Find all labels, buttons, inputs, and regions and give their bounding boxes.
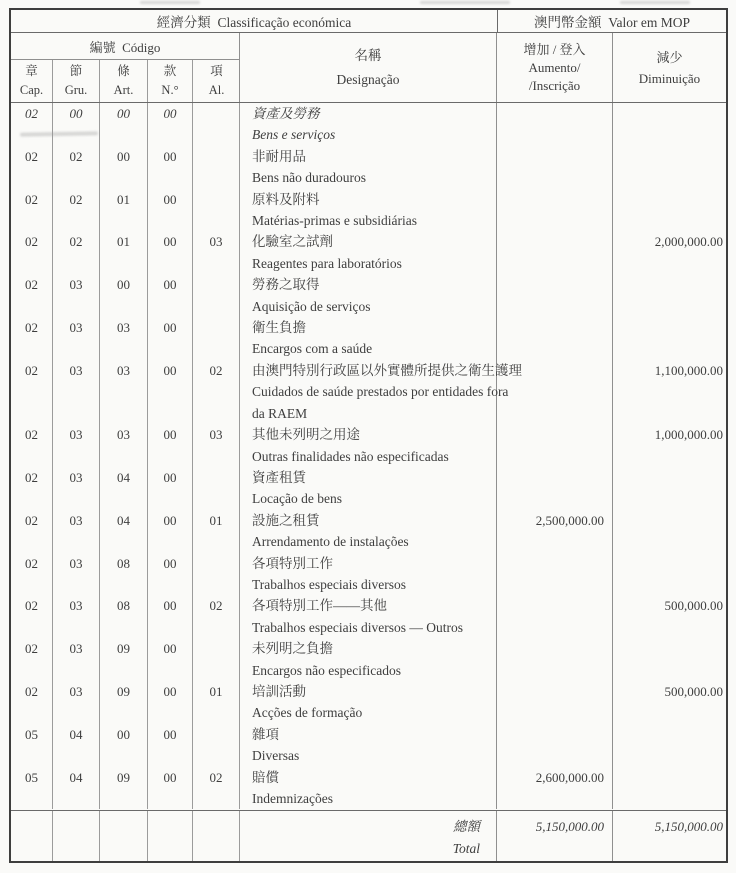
cell-gru: 02 xyxy=(53,231,100,274)
cell-n: 00 xyxy=(148,767,193,810)
designation-pt: Diversas xyxy=(252,748,300,764)
designation-pt: Cuidados de saúde prestados por entidades fora xyxy=(252,384,509,400)
designation-zh: 資產租賃 xyxy=(252,469,306,485)
cell-art: 04 xyxy=(100,510,148,553)
cell-designation xyxy=(240,274,497,317)
cell-al xyxy=(193,189,240,232)
header-col-gru-pt: Gru. xyxy=(64,83,88,97)
cell-art: 00 xyxy=(100,146,148,189)
table-row xyxy=(11,103,726,146)
cell-designation xyxy=(240,638,497,681)
designation-zh: 各項特別工作 xyxy=(252,555,333,571)
cell-art: 00 xyxy=(100,103,148,146)
header-code-group xyxy=(11,33,240,102)
cell-aumento xyxy=(497,317,613,360)
cell-diminuicao xyxy=(613,103,726,146)
cell-al xyxy=(193,724,240,767)
cell-diminuicao xyxy=(613,317,726,360)
cell-al: 03 xyxy=(193,424,240,467)
header-designation xyxy=(240,33,497,102)
cell-gru: 03 xyxy=(53,638,100,681)
designation-pt: Outras finalidades não especificadas xyxy=(252,448,449,464)
total-cap xyxy=(11,811,53,861)
cell-art: 04 xyxy=(100,467,148,510)
cell-cap: 02 xyxy=(11,103,53,146)
designation-zh: 各項特別工作——其他 xyxy=(252,598,387,614)
designation-zh: 未列明之負擔 xyxy=(252,641,333,657)
cell-al: 01 xyxy=(193,681,240,724)
cell-n: 00 xyxy=(148,231,193,274)
designation-pt: Bens não duradouros xyxy=(252,170,366,186)
cell-designation xyxy=(240,724,497,767)
cell-art: 09 xyxy=(100,638,148,681)
total-row xyxy=(11,810,726,861)
cell-cap: 02 xyxy=(11,317,53,360)
header-value-mop: 澳門幣金額 Valor em MOP xyxy=(497,10,726,32)
header-increase-pt2: /Inscrição xyxy=(528,77,581,93)
cell-gru: 03 xyxy=(53,510,100,553)
designation-pt: Aquisição de serviços xyxy=(252,298,371,314)
cell-al xyxy=(193,103,240,146)
cell-diminuicao: 500,000.00 xyxy=(664,683,723,699)
cell-aumento xyxy=(497,595,613,638)
cell-cap: 02 xyxy=(11,553,53,596)
cell-designation xyxy=(240,595,497,638)
total-label xyxy=(240,811,497,861)
cell-cap: 02 xyxy=(11,467,53,510)
cell-aumento: 2,500,000.00 xyxy=(497,510,613,553)
header-col-gru-zh: 節 xyxy=(69,64,83,78)
cell-designation xyxy=(240,317,497,360)
cell-al: 02 xyxy=(193,360,240,424)
cell-aumento xyxy=(497,274,613,317)
header-col-art-pt: Art. xyxy=(113,83,134,97)
header-decrease-pt: Diminuição xyxy=(638,70,701,86)
cell-cap: 02 xyxy=(11,231,53,274)
header-codigo: 編號 Código xyxy=(11,33,239,60)
designation-pt: Bens e serviços xyxy=(252,127,336,143)
header-designation-pt: Designação xyxy=(336,71,400,87)
cell-diminuicao xyxy=(613,274,726,317)
designation-zh: 雜項 xyxy=(252,726,279,742)
header-col-cap-zh: 章 xyxy=(25,64,38,78)
cell-n: 00 xyxy=(148,103,193,146)
designation-zh: 勞務之取得 xyxy=(252,277,320,293)
table-row xyxy=(11,274,726,317)
cell-designation xyxy=(240,146,497,189)
cell-al xyxy=(193,553,240,596)
cell-gru: 03 xyxy=(53,553,100,596)
cell-diminuicao xyxy=(613,146,726,189)
cell-diminuicao xyxy=(613,467,726,510)
designation-pt: Indemnizações xyxy=(252,791,333,806)
designation-pt: Trabalhos especiais diversos — Outros xyxy=(252,619,463,635)
cell-art: 09 xyxy=(100,767,148,810)
cell-designation xyxy=(240,189,497,232)
cell-al: 01 xyxy=(193,510,240,553)
cell-n: 00 xyxy=(148,274,193,317)
cell-designation xyxy=(240,467,497,510)
header-col-cap-pt: Cap. xyxy=(19,83,44,97)
header-col-gru xyxy=(53,60,100,102)
header-col-n-zh: 款 xyxy=(163,64,177,78)
cell-diminuicao xyxy=(613,510,726,553)
designation-zh: 衛生負擔 xyxy=(252,320,306,336)
cell-designation xyxy=(240,360,522,424)
cell-gru: 03 xyxy=(53,360,100,424)
cell-gru: 03 xyxy=(53,424,100,467)
cell-cap: 02 xyxy=(11,595,53,638)
cell-art: 08 xyxy=(100,595,148,638)
cell-cap: 02 xyxy=(11,189,53,232)
cell-n: 00 xyxy=(148,681,193,724)
table-header-row-2 xyxy=(11,33,726,103)
cell-art: 01 xyxy=(100,231,148,274)
cell-gru: 03 xyxy=(53,274,100,317)
cell-gru: 04 xyxy=(53,767,100,810)
cell-aumento xyxy=(497,467,613,510)
cell-cap: 02 xyxy=(11,681,53,724)
cell-cap: 02 xyxy=(11,638,53,681)
cell-designation xyxy=(240,510,497,553)
scan-artifact xyxy=(620,1,690,4)
designation-pt-cont: da RAEM xyxy=(252,405,308,421)
table-row xyxy=(11,467,726,510)
cell-gru: 02 xyxy=(53,189,100,232)
designation-pt: Encargos não especificados xyxy=(252,662,401,678)
cell-aumento xyxy=(497,146,613,189)
designation-zh: 資產及勞務 xyxy=(252,106,320,121)
header-economic-classification: 經濟分類 Classificação económica xyxy=(156,15,352,30)
header-col-al-zh: 項 xyxy=(210,64,223,78)
scan-artifact xyxy=(140,1,200,4)
cell-designation xyxy=(240,553,497,596)
cell-cap: 02 xyxy=(11,274,53,317)
total-art xyxy=(100,811,148,861)
cell-gru: 04 xyxy=(53,724,100,767)
total-label-pt: Total xyxy=(452,841,480,856)
cell-art: 09 xyxy=(100,681,148,724)
cell-aumento xyxy=(497,189,613,232)
budget-table xyxy=(9,8,728,863)
table-row xyxy=(11,317,726,360)
cell-diminuicao: 2,000,000.00 xyxy=(654,234,723,250)
cell-aumento xyxy=(497,424,613,467)
cell-n: 00 xyxy=(148,510,193,553)
cell-art: 03 xyxy=(100,360,148,424)
cell-n: 00 xyxy=(148,317,193,360)
cell-aumento xyxy=(497,681,613,724)
cell-al xyxy=(193,274,240,317)
header-increase-zh: 增加 / 登入 xyxy=(523,41,586,57)
table-header-row-1 xyxy=(11,10,726,33)
cell-diminuicao: 1,100,000.00 xyxy=(654,362,723,378)
cell-designation xyxy=(240,767,497,810)
table-row xyxy=(11,724,726,767)
designation-pt: Matérias-primas e subsidiárias xyxy=(252,213,417,229)
designation-zh: 設施之租賃 xyxy=(252,512,320,528)
designation-pt: Acções de formação xyxy=(252,705,363,721)
cell-gru: 03 xyxy=(53,681,100,724)
header-code-columns xyxy=(11,60,239,102)
cell-n: 00 xyxy=(148,424,193,467)
header-designation-zh: 名稱 xyxy=(354,47,382,63)
designation-pt: Locação de bens xyxy=(252,491,342,507)
header-decrease xyxy=(613,33,726,102)
table-body xyxy=(11,103,726,810)
cell-art: 08 xyxy=(100,553,148,596)
cell-art: 01 xyxy=(100,189,148,232)
designation-pt: Reagentes para laboratórios xyxy=(252,255,402,271)
cell-diminuicao xyxy=(613,724,726,767)
cell-n: 00 xyxy=(148,638,193,681)
header-col-cap xyxy=(11,60,53,102)
table-row xyxy=(11,231,726,274)
cell-art: 00 xyxy=(100,274,148,317)
cell-aumento xyxy=(497,360,613,424)
cell-al: 03 xyxy=(193,231,240,274)
cell-n: 00 xyxy=(148,360,193,424)
designation-zh: 賠償 xyxy=(252,769,279,785)
cell-cap: 02 xyxy=(11,510,53,553)
cell-n: 00 xyxy=(148,189,193,232)
header-col-art-zh: 條 xyxy=(117,64,130,78)
cell-aumento xyxy=(497,103,613,146)
designation-pt: Arrendamento de instalações xyxy=(252,534,409,550)
designation-pt: Trabalhos especiais diversos xyxy=(252,576,406,592)
header-col-n xyxy=(148,60,193,102)
cell-diminuicao: 1,000,000.00 xyxy=(654,427,723,443)
cell-aumento xyxy=(497,638,613,681)
cell-al xyxy=(193,146,240,189)
cell-cap: 05 xyxy=(11,767,53,810)
table-row xyxy=(11,360,726,424)
cell-diminuicao xyxy=(613,189,726,232)
cell-al xyxy=(193,317,240,360)
cell-art: 03 xyxy=(100,317,148,360)
designation-zh: 原料及附料 xyxy=(252,191,320,207)
cell-gru: 03 xyxy=(53,595,100,638)
cell-aumento xyxy=(497,724,613,767)
designation-zh: 化驗室之試劑 xyxy=(252,234,333,250)
total-aumento: 5,150,000.00 xyxy=(497,811,613,861)
cell-diminuicao xyxy=(613,553,726,596)
total-al xyxy=(193,811,240,861)
total-n xyxy=(148,811,193,861)
table-row xyxy=(11,767,726,810)
cell-designation xyxy=(240,103,497,146)
cell-al xyxy=(193,638,240,681)
designation-zh: 非耐用品 xyxy=(252,148,306,164)
cell-aumento xyxy=(497,231,613,274)
designation-zh: 其他未列明之用途 xyxy=(252,427,360,443)
total-diminuicao: 5,150,000.00 xyxy=(654,819,723,834)
header-col-al xyxy=(193,60,240,102)
header-decrease-zh: 減少 xyxy=(656,49,683,65)
table-row xyxy=(11,189,726,232)
cell-art: 03 xyxy=(100,424,148,467)
cell-gru: 02 xyxy=(53,146,100,189)
cell-diminuicao: 500,000.00 xyxy=(664,598,723,614)
cell-designation xyxy=(240,681,497,724)
cell-aumento xyxy=(497,553,613,596)
table-row xyxy=(11,638,726,681)
cell-cap: 02 xyxy=(11,360,53,424)
cell-gru: 03 xyxy=(53,467,100,510)
cell-n: 00 xyxy=(148,595,193,638)
cell-gru: 00 xyxy=(53,103,100,146)
cell-n: 00 xyxy=(148,553,193,596)
cell-al: 02 xyxy=(193,595,240,638)
cell-diminuicao xyxy=(613,767,726,810)
designation-pt: Encargos com a saúde xyxy=(252,341,373,357)
header-increase-pt1: Aumento/ xyxy=(528,59,581,75)
total-label-zh: 總額 xyxy=(453,819,480,834)
cell-al xyxy=(193,467,240,510)
table-row xyxy=(11,510,726,553)
cell-gru: 03 xyxy=(53,317,100,360)
cell-aumento: 2,600,000.00 xyxy=(497,767,613,810)
cell-diminuicao xyxy=(613,638,726,681)
cell-al: 02 xyxy=(193,767,240,810)
scan-artifact xyxy=(420,1,510,4)
cell-n: 00 xyxy=(148,467,193,510)
cell-n: 00 xyxy=(148,724,193,767)
header-col-n-pt: N.° xyxy=(161,83,179,97)
table-row xyxy=(11,595,726,638)
table-row xyxy=(11,553,726,596)
header-col-al-pt: Al. xyxy=(208,83,225,97)
cell-art: 00 xyxy=(100,724,148,767)
cell-cap: 02 xyxy=(11,146,53,189)
cell-designation xyxy=(240,231,497,274)
cell-cap: 02 xyxy=(11,424,53,467)
designation-zh: 培訓活動 xyxy=(252,683,306,699)
header-col-art xyxy=(100,60,148,102)
cell-cap: 05 xyxy=(11,724,53,767)
designation-zh: 由澳門特別行政區以外實體所提供之衛生護理 xyxy=(252,362,522,378)
table-row xyxy=(11,146,726,189)
header-increase xyxy=(497,33,613,102)
cell-n: 00 xyxy=(148,146,193,189)
total-gru xyxy=(53,811,100,861)
cell-designation xyxy=(240,424,497,467)
table-row xyxy=(11,424,726,467)
table-row xyxy=(11,681,726,724)
